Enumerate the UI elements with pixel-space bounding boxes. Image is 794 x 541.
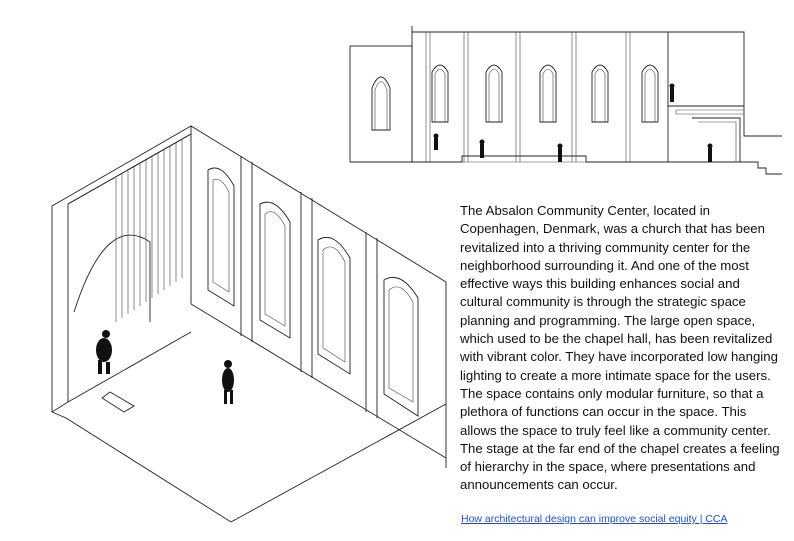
isometric-drawing <box>46 122 446 532</box>
description-text: The Absalon Community Center, located in Copenhagen, Denmark, was a church that has been revitalized into a thriving community center for the neighborhood surrounding it. And one of the most effective ways this building enhances social and cultural community is through the strategic space planning and programming. The large open space, which used to be the chapel hall, has been revitalized with vibrant color. They have incorporated low hanging lighting to create a more intimate space for the users. The space contains only modular furniture, so that a plethora of functions can occur in the space. This allows the space to truly feel like a community center. The stage at the far end of the chapel creates a feeling of hierarchy in the space, where presentations and announcements can occur. <box>460 203 780 493</box>
source-link[interactable]: How architectural design can improve social equity | CCA <box>461 513 728 525</box>
